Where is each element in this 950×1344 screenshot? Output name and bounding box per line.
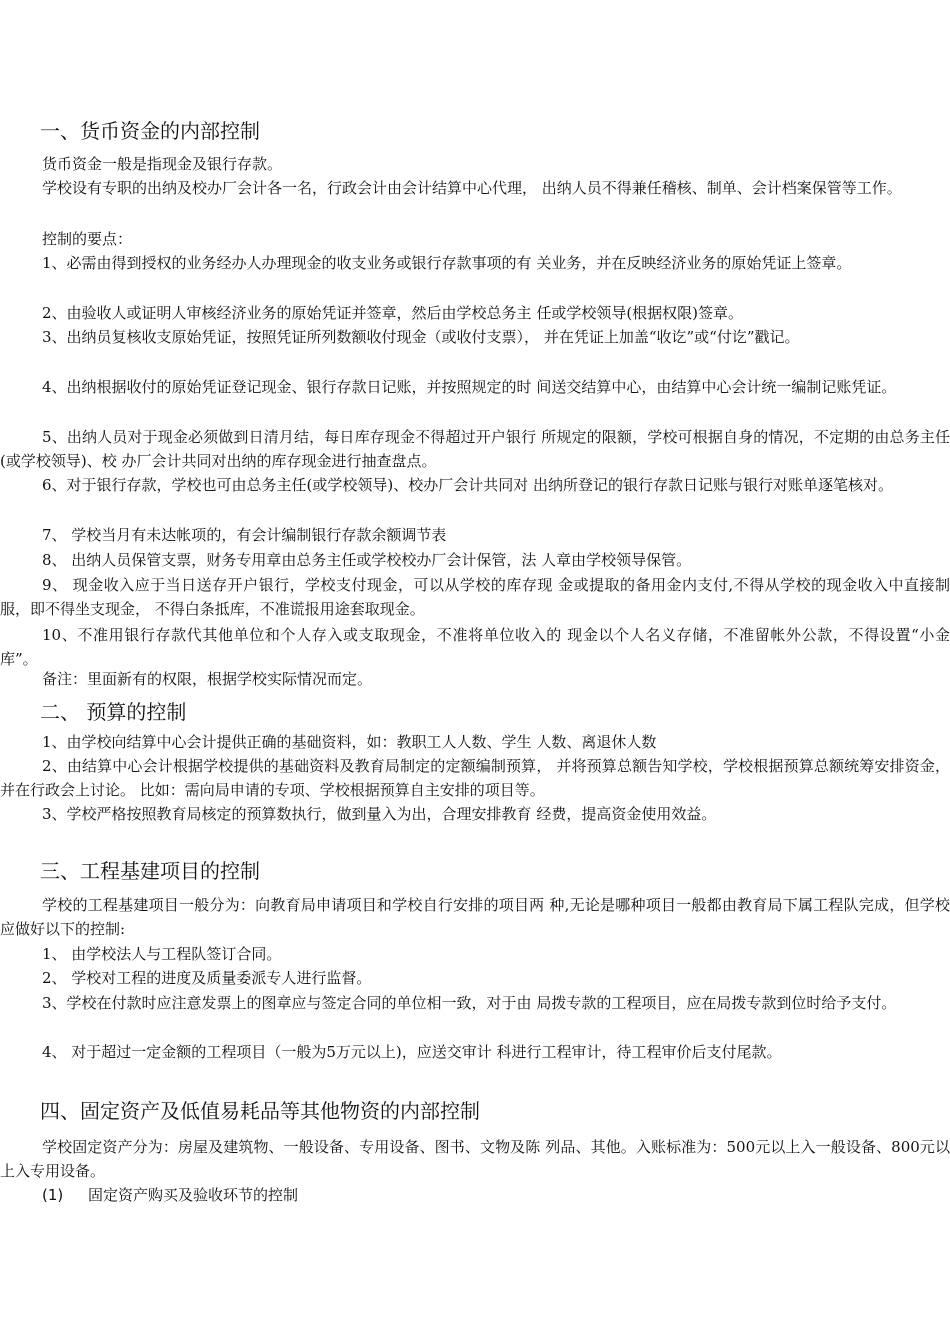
section-2-heading: 二、 预算的控制 <box>40 700 187 724</box>
s3-item-1: 1、 由学校法人与工程队签订合同。 <box>42 945 282 963</box>
s1-item-8: 8、 出纳人员保管支票，财务专用章由总务主任或学校校办厂会计保管，法 人章由学校领导保管。 <box>42 551 692 569</box>
s1-item-4: 4、出纳根据收付的原始凭证登记现金、银行存款日记账，并按照规定的时 间送交结算中心，由结算中心会计统一编制记账凭证。 <box>42 378 897 396</box>
s1-paragraph-3: 控制的要点： <box>42 230 133 248</box>
s1-item-3: 3、出纳员复核收支原始凭证，按照凭证所列数额收付现金（或收付支票）， 并在凭证上加盖“收讫”或“付讫”戳记。 <box>42 328 800 346</box>
s1-paragraph-1: 货币资金一般是指现金及银行存款。 <box>42 155 283 173</box>
s1-item-6: 6、对于银行存款，学校也可由总务主任(或学校领导)、校办厂会计共同对 出纳所登记的银行存款日记账与银行对账单逐笔核对。 <box>42 476 894 494</box>
s1-item-5: 5、出纳人员对于现金必须做到日清月结，每日库存现金不得超过开户银行 所规定的限额，学校可根据自身的情况，不定期的由总务主任(或学校领导)、校 办厂会计共同对出纳的库存现金进行抽查盘点。 <box>0 428 950 470</box>
s3-item-2: 2、 学校对工程的进度及质量委派专人进行监督。 <box>42 969 372 987</box>
s1-item-1: 1、必需由得到授权的业务经办人办理现金的收支业务或银行存款事项的有 关业务，并在反映经济业务的原始凭证上签章。 <box>42 254 852 272</box>
s1-item-2: 2、由验收人或证明人审核经济业务的原始凭证并签章，然后由学校总务主 任或学校领导(根据权限)签章。 <box>42 304 744 322</box>
s2-item-1: 1、由学校向结算中心会计提供正确的基础资料，如：教职工人人数、学生 人数、离退休人数 <box>42 733 657 751</box>
s3-paragraph-1: 学校的工程基建项目一般分为：向教育局申请项目和学校自行安排的项目两 种,无论是哪种项目一般都由教育局下属工程队完成，但学校应做好以下的控制: <box>0 896 950 938</box>
s1-item-10: 10、不准用银行存款代其他单位和个人存入或支取现金，不准将单位收入的 现金以个人名义存储，不准留帐外公款，不得设置“小金库”。 <box>0 626 950 668</box>
s2-item-2: 2、由结算中心会计根据学校提供的基础资料及教育局制定的定额编制预算， 并将预算总额告知学校，学校根据预算总额统筹安排资金，并在行政会上讨论。 比如：需向局申请的专项、学校根据预算自主安排的项目等。 <box>0 757 950 799</box>
s3-item-3: 3、学校在付款时应注意发票上的图章应与签定合同的单位相一致，对于由 局拨专款的工程项目，应在局拨专款到位时给予支付。 <box>42 994 897 1012</box>
section-4-heading: 四、固定资产及低值易耗品等其他物资的内部控制 <box>40 1099 480 1123</box>
section-1-heading: 一、货币资金的内部控制 <box>40 119 260 143</box>
s1-note: 备注：里面新有的权限，根据学校实际情况而定。 <box>42 670 373 688</box>
s1-paragraph-2: 学校设有专职的出纳及校办厂会计各一名，行政会计由会计结算中心代理， 出纳人员不得兼任稽核、制单、会计档案保管等工作。 <box>42 179 902 197</box>
s4-item-text: 固定资产购买及验收环节的控制 <box>88 1186 299 1204</box>
s1-item-7: 7、 学校当月有未达帐项的，有会计编制银行存款余额调节表 <box>42 526 447 544</box>
s4-item-number: (1) <box>42 1186 64 1204</box>
s3-item-4: 4、 对于超过一定金额的工程项目（一般为5万元以上)，应送交审计 科进行工程审计，待工程审价后支付尾款。 <box>42 1043 782 1061</box>
s4-paragraph-1: 学校固定资产分为：房屋及建筑物、一般设备、专用设备、图书、文物及陈 列品、其他。入账标准为：500元以上入一般设备、800元以上入专用设备。 <box>0 1138 950 1180</box>
s1-item-9: 9、 现金收入应于当日送存开户银行，学校支付现金，可以从学校的库存现 金或提取的备用金内支付,不得从学校的现金收入中直接制服，即不得坐支现金， 不得白条抵库，不准谎报用途套取现金。 <box>0 576 950 618</box>
section-3-heading: 三、工程基建项目的控制 <box>40 859 260 883</box>
s2-item-3: 3、学校严格按照教育局核定的预算数执行，做到量入为出，合理安排教育 经费，提高资金使用效益。 <box>42 805 717 823</box>
